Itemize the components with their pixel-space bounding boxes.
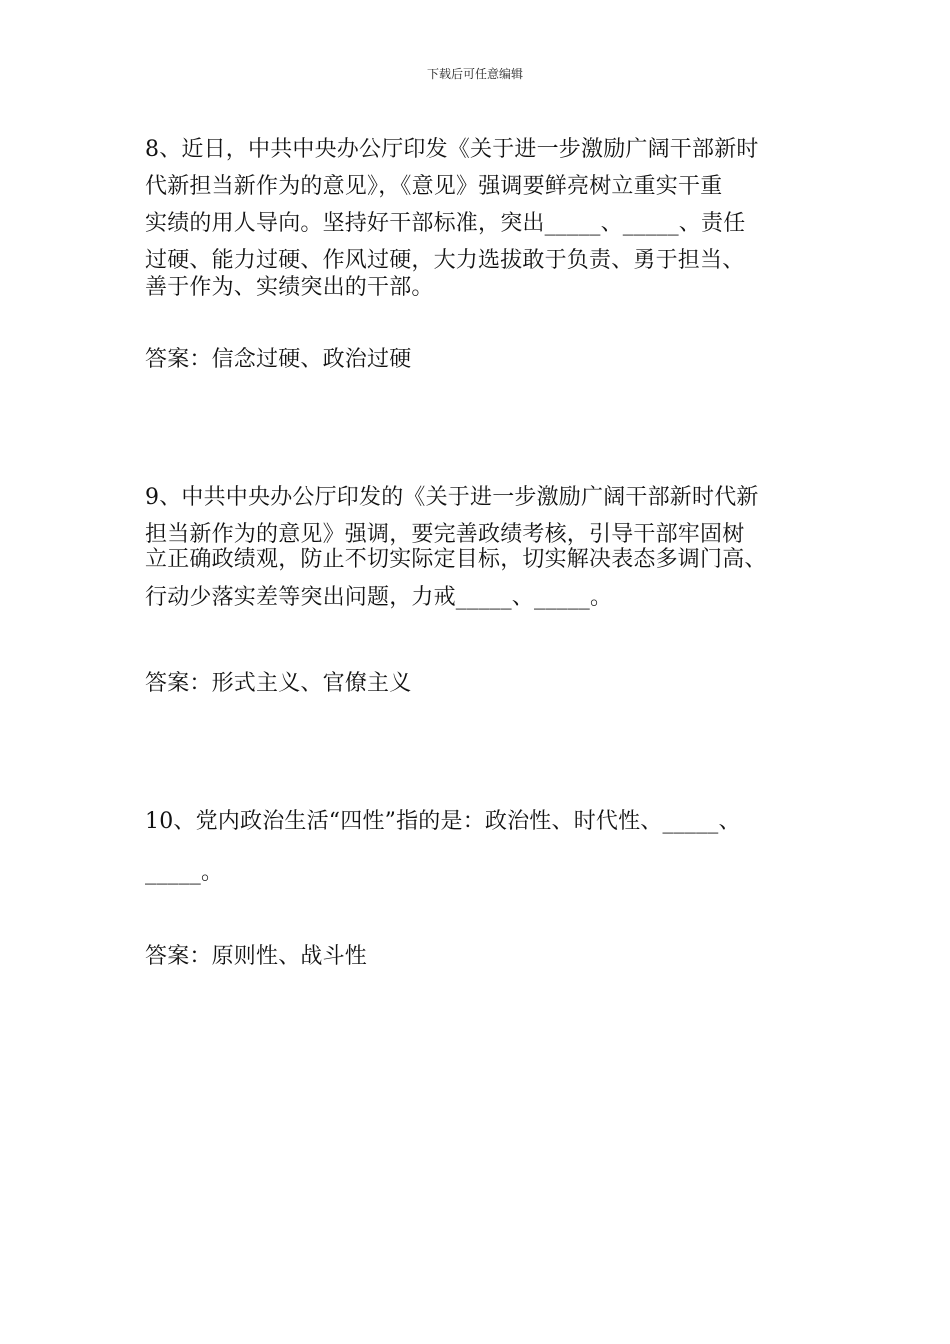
question-8-line-1: 8、近日，中共中央办公厅印发《关于进一步激励广阔干部新时 (145, 137, 759, 162)
question-10-line-1: 10、党内政治生活“四性”指的是：政治性、时代性、_____、 (145, 809, 741, 834)
question-8-line-4: 过硬、能力过硬、作风过硬，大力选拔敢于负责、勇于担当、 (145, 248, 745, 273)
question-8-line-3: 实绩的用人导向。坚持好干部标准，突出_____、_____、责任 (145, 211, 746, 236)
question-8-line-2: 代新担当新作为的意见》，《意见》强调要鲜亮树立重实干重 (145, 174, 723, 199)
question-8-line-5: 善于作为、实绩突出的干部。 (145, 275, 434, 300)
question-9-line-3: 立正确政绩观，防止不切实际定目标，切实解决表态多调门高、 (145, 547, 767, 572)
question-8-answer: 答案：信念过硬、政治过硬 (145, 347, 412, 372)
question-9-line-4: 行动少落实差等突出问题，力戒_____、_____。 (145, 585, 613, 610)
question-10-line-2: _____。 (145, 860, 224, 885)
question-9-line-2: 担当新作为的意见》强调，要完善政绩考核，引导干部牢固树 (145, 522, 745, 547)
question-10-answer: 答案：原则性、战斗性 (145, 944, 368, 969)
page-header: 下载后可任意编辑 (426, 67, 523, 81)
question-9-line-1: 9、中共中央办公厅印发的《关于进一步激励广阔干部新时代新 (145, 485, 759, 510)
question-9-answer: 答案：形式主义、官僚主义 (145, 671, 412, 696)
